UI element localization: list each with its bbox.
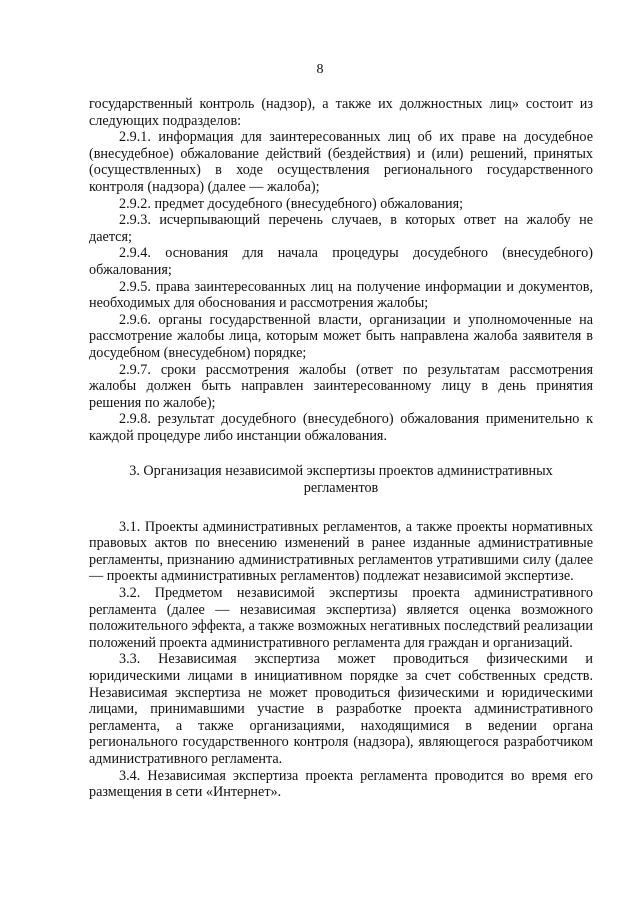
section-3-heading: 3. Организация независимой экспертизы проектов административных регламентов — [129, 463, 553, 497]
subsection-2-9-5: 2.9.5. права заинтересованных лиц на получение информации и документов, необходимых для обоснования и рассмотрения жалобы; — [89, 278, 593, 312]
subsection-2-9-8: 2.9.8. результат досудебного (внесудебного) обжалования применительно к каждой процедуре либо инстанции обжалования. — [89, 411, 593, 444]
subsection-2-9-2: 2.9.2. предмет досудебного (внесудебного) обжалования; — [119, 195, 464, 212]
subsection-2-9-1: 2.9.1. информация для заинтересованных лиц об их праве на досудебное (внесудебное) обжалование действий (бездействия) и (или) решений, принятых (осуществленных) в ходе осуществления регионального государственного контроля (надзора) (далее — жалоба); — [89, 129, 593, 195]
subsection-2-9-6: 2.9.6. органы государственной власти, организации и уполномоченные на рассмотрение жалобы лица, которым может быть направлена жалоба заявителя в досудебном (внесудебном) порядке; — [89, 311, 593, 361]
paragraph-3-2: 3.2. Предметом независимой экспертизы проекта административного регламента (далее — независимая экспертиза) является оценка возможного положительного эффекта, а также возможных негативных последствий реализации положений проекта административного регламента для граждан и организаций. — [89, 585, 593, 651]
paragraph-3-4: 3.4. Независимая экспертиза проекта регламента проводится во время его размещения в сети «Интернет». — [89, 767, 593, 801]
opening-paragraph: государственный контроль (надзор), а также их должностных лиц» состоит из следующих подразделов: — [89, 96, 593, 129]
page-number: 8 — [316, 62, 324, 77]
document-body — [89, 96, 593, 801]
subsection-2-9-4: 2.9.4. основания для начала процедуры досудебного (внесудебного) обжалования; — [89, 245, 593, 278]
subsection-2-9-3: 2.9.3. исчерпывающий перечень случаев, в которых ответ на жалобу не дается; — [89, 212, 593, 245]
paragraph-3-3: 3.3. Независимая экспертиза может проводиться физическими и юридическими лицами в инициативном порядке за счет собственных средств. Независимая экспертиза не может проводиться физическими и юридическими лицами, принимавшими участие в разработке проекта административного регламента, а также организациями, находящимися в ведении органа регионального государственного контроля (надзора), являющегося разработчиком административного регламента. — [89, 651, 593, 767]
subsection-2-9-7: 2.9.7. сроки рассмотрения жалобы (ответ по результатам рассмотрения жалобы должен быть направлен заинтересованному лицу в день принятия решения по жалобе); — [89, 361, 593, 411]
paragraph-3-1: 3.1. Проекты административных регламентов, а также проекты нормативных правовых актов по внесению изменений в ранее изданные административные регламенты, признанию административных регламентов утратившими силу (далее — проекты административных регламентов) подлежат независимой экспертизе. — [89, 518, 593, 585]
